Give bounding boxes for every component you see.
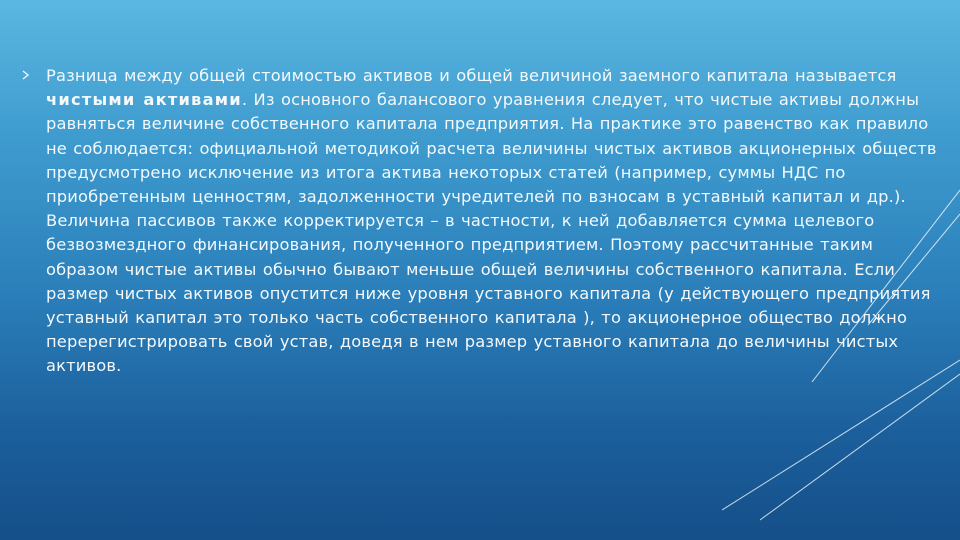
paragraph-text-rest: . Из основного балансового уравнения следует, что чистые активы должны равняться величине собственного капитала предприятия. На практике это равенство как правило не соблюдается: официальной методикой расчета величины чистых активов акционерных обществ предусмотрено исключение из итога актива некоторых статей (например, суммы НДС по приобретенным ценностям, задолженности учредителей по взносам в уставный капитал и др.). Величина пассивов также корректируется – в частности, к ней добавляется сумма целевого безвозмездного финансирования, полученного предприятием. Поэтому рассчитанные таким образом чистые активы обычно бывают меньше общей величины собственного капитала. Если размер чистых активов опустится ниже уровня уставного капитала (у действующего предприятия уставный капитал это только часть собственного капитала ), то акционерное общество должно перерегистрировать свой устав, доведя в нем размер уставного капитала до величины чистых активов. <box>46 90 937 376</box>
bullet-paragraph <box>22 64 937 379</box>
paragraph-text <box>46 64 937 379</box>
decor-line-4 <box>760 374 960 520</box>
paragraph-text-start: Разница между общей стоимостью активов и общей величиной заемного капитала называется <box>46 66 897 85</box>
chevron-bullet-icon <box>22 64 46 80</box>
decor-line-3 <box>722 360 960 510</box>
term-net-assets: чистыми активами <box>46 90 242 110</box>
